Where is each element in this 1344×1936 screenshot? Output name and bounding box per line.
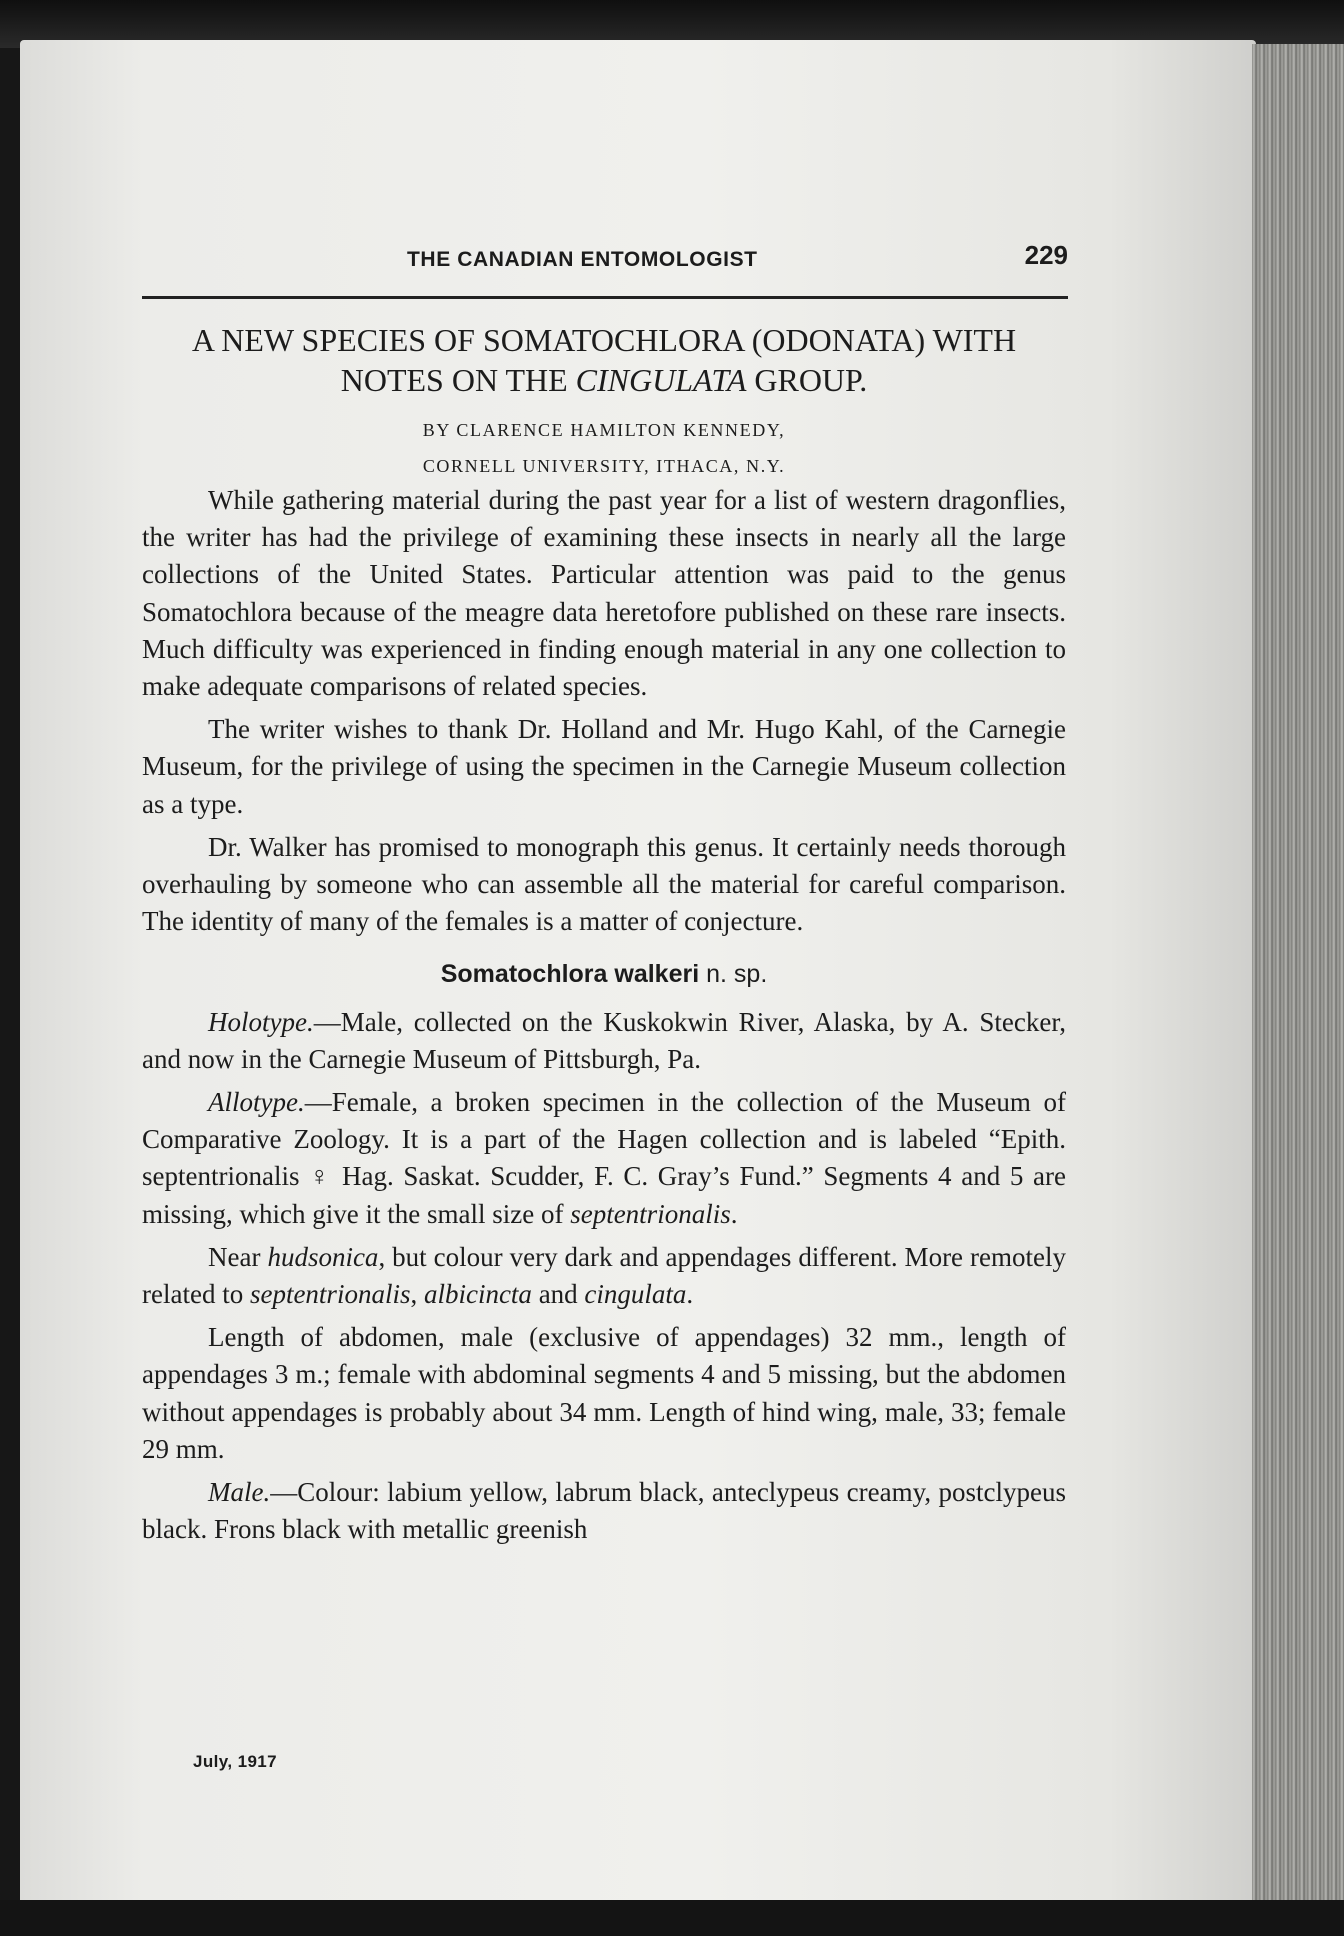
paragraph-thanks: The writer wishes to thank Dr. Holland and Mr. Hugo Kahl, of the Carnegie Museum, for the privilege of using the specimen in the Carnegie Museum collection as a type.	[142, 714, 1066, 819]
title-cingulata: CINGULATA	[575, 362, 747, 398]
title-line-2-start: NOTES ON THE	[340, 362, 576, 398]
holotype-text: —Male, collected on the Kuskokwin River, Alaska, by A. Stecker, and now in the Carnegie Museum of Pittsburgh, Pa.	[142, 1006, 1066, 1074]
affiliation: CORNELL UNIVERSITY, ITHACA, N.Y.	[422, 456, 786, 476]
page-edges	[1252, 44, 1344, 1924]
species-cingulata: cingulata	[584, 1279, 687, 1310]
running-head	[140, 240, 1068, 280]
paragraph-length: Length of abdomen, male (exclusive of appendages) 32 mm., length of appendages 3 m.; female with abdominal segments 4 and 5 missing, but the abdomen without appendages is probably about 34 mm. Length of hind wing, male, 33; female 29 mm.	[142, 1322, 1066, 1464]
species-hudsonica: hudsonica	[267, 1241, 379, 1272]
paragraph-allotype	[142, 1084, 1066, 1233]
allotype-label: Allotype.	[208, 1087, 305, 1118]
title-line-2-end: GROUP.	[746, 362, 868, 398]
article-body	[142, 482, 1066, 1554]
near-text-e: .	[686, 1279, 694, 1310]
paragraph-male	[142, 1474, 1066, 1548]
page-number: 229	[1024, 240, 1068, 270]
species-heading	[142, 956, 1066, 993]
author: BY CLARENCE HAMILTON KENNEDY,	[422, 420, 786, 440]
paragraph-monograph: Dr. Walker has promised to monograph this genus. It certainly needs thorough overhauling by someone who can assemble all the material for careful comparison. The identity of many of the females is a matter of conjecture.	[142, 831, 1066, 937]
male-label: Male.	[208, 1477, 271, 1508]
species-albicincta: albicincta	[423, 1279, 532, 1310]
footer-date: July, 1917	[193, 1752, 278, 1771]
paragraph-holotype	[142, 1004, 1066, 1078]
species-name: Somatochlora walkeri	[440, 960, 700, 989]
allotype-text: —Female, a broken specimen in the collection of the Museum of Comparative Zoology. It is a part of the Hagen collection and is labeled “Epith. septentrionalis ♀ Hag. Saskat. Scudder, F. C. Gray’s Fund.” Segments 4 and 5 are missing, which give it the small size of	[142, 1087, 1066, 1229]
paragraph-relationship	[142, 1239, 1066, 1313]
allotype-species: septentrionalis	[570, 1198, 731, 1229]
journal-title: THE CANADIAN ENTOMOLOGIST	[407, 248, 758, 271]
species-septentrionalis: septentrionalis	[249, 1279, 411, 1310]
male-text: —Colour: labium yellow, labrum black, anteclypeus creamy, postclypeus black. Frons black with metallic greenish	[142, 1477, 1066, 1545]
near-text-c: ,	[410, 1279, 424, 1310]
near-text-a: Near	[208, 1241, 268, 1272]
title-line-1: A NEW SPECIES OF SOMATOCHLORA (ODONATA) WITH	[191, 322, 1017, 358]
header-rule	[142, 296, 1068, 299]
paragraph-intro: While gathering material during the past year for a list of western dragonflies, the writer has had the privilege of examining these insects in nearly all the large collections of the United States. Particular attention was paid to the genus Somatochlora because of the meagre data heretofore published on these rare insects. Much difficulty was experienced in finding enough material in any one collection to make adequate comparisons of related species.	[142, 485, 1066, 702]
species-suffix: n. sp.	[699, 960, 768, 989]
near-text-b: , but colour very dark and appendages different. More remotely related to	[142, 1241, 1066, 1310]
article-title	[140, 320, 1068, 400]
title-line-2	[140, 360, 1068, 400]
byline	[140, 412, 1068, 484]
near-text-d: and	[531, 1279, 585, 1310]
allotype-end: .	[730, 1198, 738, 1229]
scan-bottom-shadow	[0, 1900, 1344, 1936]
holotype-label: Holotype.	[208, 1006, 314, 1037]
